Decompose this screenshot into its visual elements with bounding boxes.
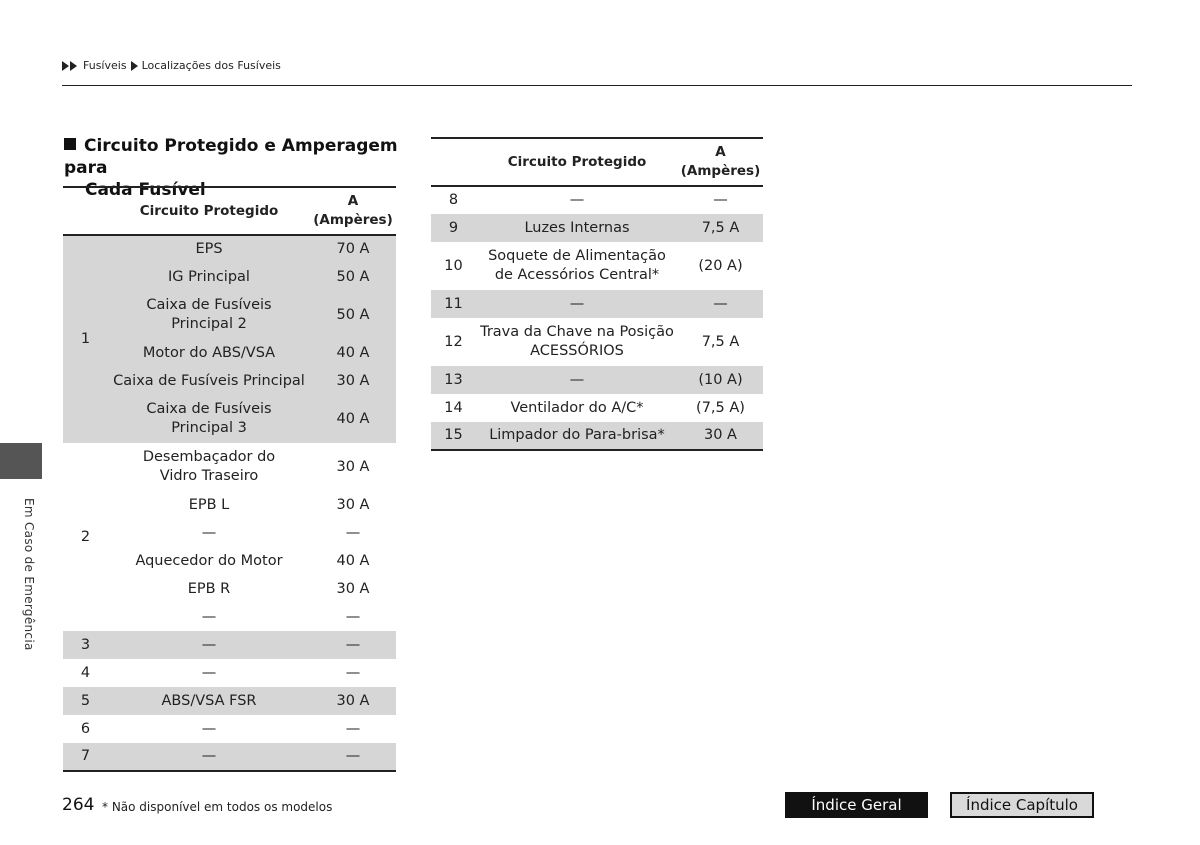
- circuit-name: —: [108, 631, 310, 659]
- fuse-number: 2: [80, 528, 91, 545]
- table-row: [431, 214, 763, 242]
- breadcrumb: [62, 59, 281, 72]
- table-row: [63, 367, 396, 395]
- table-row: [63, 603, 396, 631]
- circuit-name: —: [201, 664, 217, 681]
- table-row: [63, 491, 396, 519]
- amperage: 30 A: [336, 496, 370, 513]
- table-row: [63, 631, 396, 659]
- circuit-name: IG Principal: [108, 263, 310, 291]
- breadcrumb-item-localizacoes[interactable]: Localizações dos Fusíveis: [141, 59, 281, 72]
- circuit-name: EPB R: [187, 580, 231, 597]
- amperage: 40 A: [310, 395, 396, 443]
- fuse-number: 7: [63, 743, 108, 771]
- header-circuit: Circuito Protegido: [507, 153, 647, 170]
- fuse-number: 11: [431, 290, 476, 318]
- fuse-number: 4: [80, 664, 91, 681]
- fuse-number: 14: [444, 399, 463, 416]
- fuse-number: 13: [431, 366, 476, 394]
- circuit-name: —: [476, 366, 678, 394]
- section-title-line2: Cada Fusível: [85, 180, 206, 200]
- circuit-name: —: [108, 743, 310, 771]
- fuse-number: 10: [444, 257, 463, 274]
- table-row: [63, 395, 396, 443]
- table-row: [63, 715, 396, 743]
- breadcrumb-item-fusiveis[interactable]: Fusíveis: [83, 59, 127, 72]
- table-row: [431, 422, 763, 450]
- circuit-name: —: [201, 720, 217, 737]
- table-row: [431, 394, 763, 422]
- fuse-table-left: [63, 186, 396, 772]
- fuse-number: 3: [63, 631, 108, 659]
- chapter-side-label: Em Caso de Emergência: [22, 498, 36, 651]
- circuit-name: —: [476, 290, 678, 318]
- amperage: —: [310, 631, 396, 659]
- index-general-button[interactable]: Índice Geral: [785, 792, 928, 818]
- circuit-name: Caixa de Fusíveis Principal 3: [108, 395, 310, 443]
- header-amp-a: A: [347, 193, 359, 209]
- table-row: [63, 687, 396, 715]
- square-bullet-icon: [64, 138, 76, 150]
- table-row: [431, 290, 763, 318]
- amperage: 7,5 A: [678, 214, 763, 242]
- circuit-name: —: [569, 192, 585, 208]
- index-chapter-button[interactable]: Índice Capítulo: [950, 792, 1094, 818]
- amperage: 50 A: [310, 291, 396, 339]
- table-header-row: [63, 187, 396, 235]
- fuse-number: 1: [63, 235, 108, 443]
- page-number: 264: [62, 795, 95, 815]
- amperage: —: [678, 290, 763, 318]
- table-row: [431, 318, 763, 366]
- amperage: —: [345, 664, 361, 681]
- table-header-row: [431, 138, 763, 186]
- circuit-name: Aquecedor do Motor: [135, 552, 283, 569]
- arrow-right-icon: [131, 61, 138, 71]
- fuse-number: 6: [80, 720, 91, 737]
- table-row: [63, 547, 396, 575]
- table-row: [63, 519, 396, 547]
- amperage: —: [345, 720, 361, 737]
- table-row: [63, 743, 396, 771]
- header-amp: [678, 138, 763, 186]
- amperage: —: [345, 524, 361, 541]
- table-row: [431, 366, 763, 394]
- circuit-name: Ventilador do A/C*: [510, 399, 644, 416]
- header-num: [63, 187, 108, 235]
- circuit-name: Desembaçador do Vidro Traseiro: [142, 449, 276, 484]
- header-amp-a: A: [715, 144, 726, 160]
- fuse-number: 5: [63, 687, 108, 715]
- table-row: [431, 242, 763, 290]
- amperage: —: [345, 608, 361, 625]
- amperage: 30 A: [310, 367, 396, 395]
- chapter-tab-marker: [0, 443, 42, 479]
- amperage: 40 A: [310, 339, 396, 367]
- table-row: [63, 235, 396, 263]
- circuit-name: Caixa de Fusíveis Principal: [108, 367, 310, 395]
- circuit-name: Limpador do Para-brisa*: [476, 422, 678, 450]
- circuit-name: —: [201, 524, 217, 541]
- circuit-name: Motor do ABS/VSA: [108, 339, 310, 367]
- amperage: —: [310, 743, 396, 771]
- amperage: (20 A): [698, 257, 743, 274]
- header-amp-unit: (Ampères): [680, 163, 761, 179]
- amperage: 40 A: [336, 552, 370, 569]
- circuit-name: EPS: [108, 235, 310, 263]
- amperage: 70 A: [310, 235, 396, 263]
- fuse-table-right: [431, 137, 763, 451]
- circuit-name: Caixa de Fusíveis Principal 2: [108, 291, 310, 339]
- circuit-name: Trava da Chave na Posição ACESSÓRIOS: [480, 324, 674, 359]
- amperage: 30 A: [310, 687, 396, 715]
- circuit-name: ABS/VSA FSR: [108, 687, 310, 715]
- table-row: [63, 659, 396, 687]
- amperage: (10 A): [678, 366, 763, 394]
- table-row: [431, 186, 763, 214]
- table-row: [63, 575, 396, 603]
- amperage: 7,5 A: [701, 333, 740, 350]
- circuit-name: —: [201, 608, 217, 625]
- circuit-name: Luzes Internas: [476, 214, 678, 242]
- amperage: 30 A: [336, 458, 370, 475]
- table-row: [63, 443, 396, 491]
- circuit-name: Soquete de Alimentação de Acessórios Central*: [488, 248, 666, 283]
- fuse-number: 12: [444, 333, 463, 350]
- table-row: [63, 291, 396, 339]
- table-row: [63, 339, 396, 367]
- amperage: 30 A: [336, 580, 370, 597]
- table-row: [63, 263, 396, 291]
- header-amp-unit: (Ampères): [313, 212, 393, 228]
- amperage: 30 A: [678, 422, 763, 450]
- section-title-line1: Circuito Protegido e Amperagem para: [64, 136, 398, 178]
- fuse-number: 15: [431, 422, 476, 450]
- circuit-name: EPB L: [188, 496, 230, 513]
- footnote: * Não disponível em todos os modelos: [102, 800, 333, 814]
- double-arrow-icon: [62, 61, 77, 71]
- header-amp: [310, 187, 396, 235]
- header-divider: [62, 85, 1132, 86]
- header-circuit: Circuito Protegido: [139, 202, 279, 219]
- amperage: —: [713, 192, 728, 208]
- amperage: 50 A: [310, 263, 396, 291]
- fuse-number: 8: [448, 192, 459, 208]
- header-num: [431, 138, 476, 186]
- amperage: (7,5 A): [696, 399, 745, 416]
- fuse-number: 9: [431, 214, 476, 242]
